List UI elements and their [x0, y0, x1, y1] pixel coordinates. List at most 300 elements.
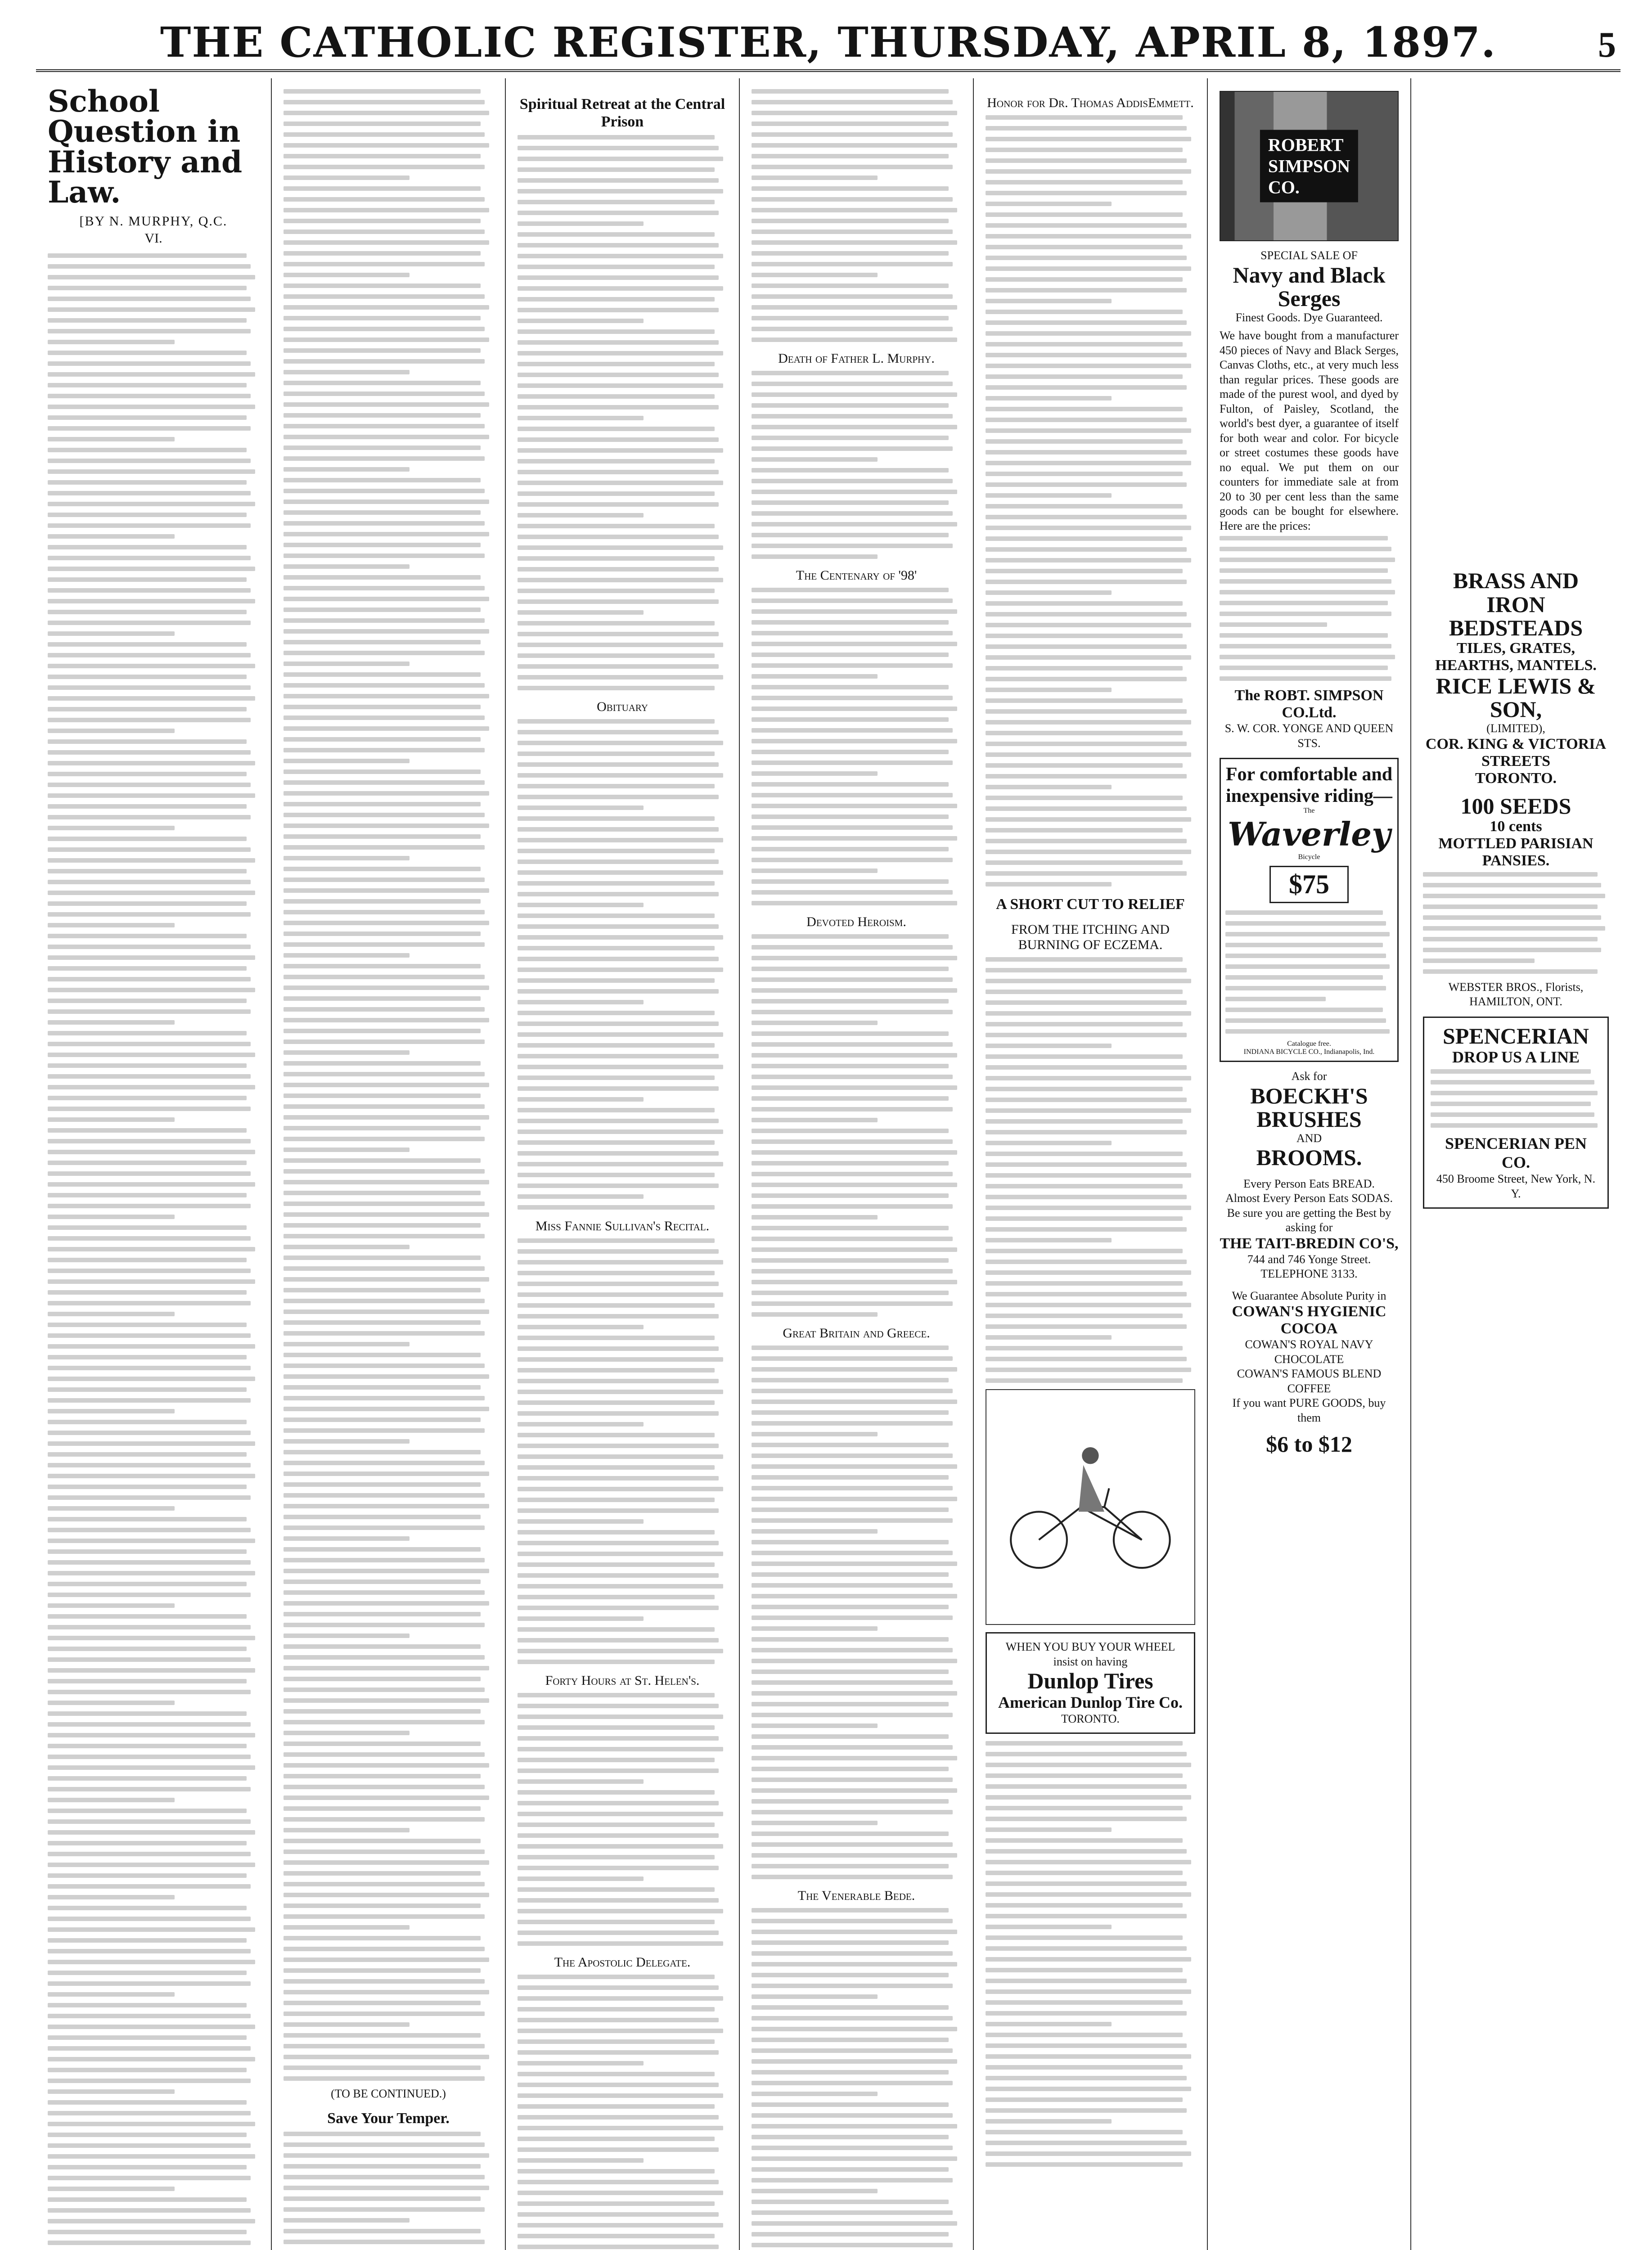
text-line [752, 1508, 949, 1512]
text-line [752, 1172, 953, 1176]
text-line [48, 869, 247, 873]
text-line [986, 850, 1191, 854]
flag-label: ROBERT SIMPSON CO. [1260, 130, 1358, 202]
text-line [752, 1875, 953, 1879]
text-line [518, 589, 715, 593]
text-line [752, 1756, 957, 1760]
text-line [752, 717, 949, 722]
text-line [48, 1809, 247, 1813]
text-line [48, 1873, 247, 1878]
text-line [284, 240, 489, 245]
text-line [284, 2022, 410, 2027]
text-line [986, 979, 1191, 983]
text-line [986, 1087, 1183, 1091]
text-line [284, 1115, 489, 1120]
text-line [284, 1731, 410, 1735]
text-line [48, 588, 251, 593]
text-line [48, 1344, 255, 1349]
text-line [518, 1768, 719, 1773]
text-line [284, 327, 485, 331]
text-line [284, 143, 489, 148]
text-line [284, 608, 481, 612]
text-line [752, 2146, 953, 2150]
rice-address: COR. KING & VICTORIA STREETS [1425, 736, 1607, 770]
text-line [48, 1549, 247, 1554]
text-line [284, 791, 489, 796]
text-line [48, 1582, 247, 1586]
spencerian-name: SPENCERIAN [1442, 1023, 1589, 1048]
text-line [752, 457, 878, 462]
text-line [284, 1504, 489, 1508]
text-line [48, 1571, 255, 1575]
text-line [986, 2033, 1183, 2037]
article-headline: Save Your Temper. [327, 2110, 450, 2127]
text-line [48, 1215, 175, 1219]
text-line [986, 1054, 1183, 1059]
text-line [284, 1688, 485, 1692]
text-line [1220, 579, 1391, 584]
article-headline: School Question in History and Law. [48, 84, 243, 210]
text-line [284, 1439, 410, 1444]
text-line [48, 513, 247, 517]
text-line [284, 921, 489, 925]
text-line [986, 871, 1187, 876]
text-line [518, 1454, 723, 1459]
text-line [986, 688, 1112, 692]
text-line [518, 1282, 719, 1286]
text-line [1225, 1008, 1383, 1012]
text-line [284, 618, 485, 623]
text-line [518, 1638, 719, 1642]
text-line [986, 288, 1187, 292]
text-line [986, 709, 1187, 714]
text-line [48, 1560, 251, 1565]
text-line [986, 1860, 1191, 1864]
text-line [48, 880, 251, 884]
boeckh-ad [1220, 1069, 1399, 1170]
text-line [284, 2218, 410, 2223]
text-line [284, 510, 481, 515]
text-line [518, 135, 715, 140]
text-line [986, 148, 1183, 152]
text-line [752, 1670, 949, 1674]
text-line [518, 1693, 715, 1697]
text-line [518, 1833, 719, 1838]
waverley-the: The [1303, 807, 1315, 814]
text-line [1225, 1029, 1390, 1034]
text-line [518, 978, 715, 983]
text-line [518, 881, 715, 886]
text-line [518, 1758, 715, 1762]
text-line [986, 2141, 1187, 2145]
text-line [284, 1655, 485, 1660]
text-line [284, 975, 485, 979]
text-line [752, 371, 949, 375]
text-line [518, 329, 715, 334]
text-line [48, 361, 251, 366]
text-line [518, 1022, 719, 1026]
text-line [752, 1551, 953, 1555]
text-line [1225, 910, 1383, 915]
text-line [752, 2059, 957, 2064]
text-line [752, 858, 953, 862]
text-line [518, 643, 723, 647]
text-line [518, 2212, 719, 2217]
text-line [284, 2012, 485, 2016]
text-line [986, 1957, 1191, 1962]
text-line [518, 2029, 723, 2033]
text-line [284, 770, 481, 774]
text-line [518, 1930, 719, 1935]
text-line [284, 1763, 489, 1768]
brass-line-4: HEARTHS, MANTELS. [1435, 657, 1597, 674]
text-line [518, 1086, 719, 1091]
text-line [986, 2108, 1187, 2113]
text-line [986, 2162, 1183, 2167]
text-line [518, 2007, 715, 2012]
serge-sale-ad [1220, 248, 1399, 751]
text-line [518, 741, 723, 745]
text-line [986, 418, 1187, 422]
text-line [518, 957, 719, 961]
text-line [986, 558, 1191, 562]
text-line [1220, 558, 1395, 562]
text-line [1220, 601, 1388, 605]
page-number: 5 [1598, 25, 1616, 65]
text-line [284, 1428, 485, 1433]
text-line [986, 353, 1187, 357]
text-line [752, 1930, 957, 1934]
simpson-flag-illustration [1220, 91, 1399, 241]
text-line [518, 1541, 719, 1545]
text-line [986, 1335, 1112, 1340]
text-line [284, 1698, 489, 1703]
text-line [48, 2197, 247, 2202]
text-line [48, 1863, 255, 1867]
column-6 [1208, 78, 1411, 2250]
text-line [518, 1801, 719, 1805]
text-line [48, 599, 255, 603]
newspaper-title: THE CATHOLIC REGISTER, THURSDAY, APRIL 8, 1897. [160, 18, 1497, 67]
text-line [986, 1076, 1191, 1080]
text-line [1423, 958, 1535, 963]
text-line [284, 899, 481, 904]
text-line [986, 1946, 1187, 1951]
text-line [518, 221, 644, 226]
text-line [48, 1657, 251, 1662]
waverley-sub: Bicycle [1298, 853, 1320, 861]
text-line [752, 2124, 957, 2128]
text-line [986, 245, 1183, 249]
text-line [48, 1474, 255, 1478]
text-line [284, 381, 481, 385]
text-line [986, 2000, 1183, 2005]
text-line [284, 132, 485, 137]
spencerian-ad [1423, 1017, 1609, 1209]
text-line [986, 1206, 1191, 1210]
text-line [986, 601, 1183, 606]
text-line [48, 2122, 255, 2126]
text-line [48, 934, 247, 938]
text-line [986, 202, 1112, 206]
text-line [518, 1573, 719, 1578]
text-line [48, 523, 251, 528]
text-line [752, 1962, 957, 1966]
text-line [48, 1420, 247, 1424]
text-line [518, 373, 719, 377]
text-line [518, 1054, 719, 1058]
text-line [986, 2119, 1112, 2124]
text-line [986, 126, 1187, 130]
text-line [752, 1518, 953, 1523]
text-line [752, 1432, 878, 1436]
text-line [48, 901, 247, 906]
text-line [752, 1659, 957, 1663]
text-line [986, 331, 1191, 336]
text-line [48, 696, 255, 701]
text-line [284, 413, 481, 418]
text-line [284, 294, 485, 299]
text-line [518, 1119, 719, 1123]
text-line [284, 2229, 481, 2233]
article-headline: Devoted Heroism. [806, 914, 906, 929]
text-line [986, 547, 1187, 552]
text-line [518, 2137, 715, 2141]
text-line [518, 1194, 644, 1199]
text-line [986, 1935, 1183, 1940]
text-line [284, 122, 481, 126]
text-line [518, 535, 719, 539]
text-line [48, 1981, 251, 1986]
text-line [48, 1452, 247, 1457]
text-line [752, 1096, 949, 1101]
text-line [518, 178, 719, 183]
text-line [284, 370, 410, 374]
text-line [752, 436, 949, 440]
text-line [48, 340, 175, 344]
text-line [752, 1346, 949, 1350]
text-line [752, 1529, 878, 1534]
text-line [284, 1904, 481, 1908]
text-line [284, 1040, 485, 1044]
brass-line-2: BEDSTEADS [1449, 615, 1583, 640]
spencerian-text [1431, 1069, 1601, 1128]
text-line [48, 1398, 251, 1403]
text-line [752, 197, 953, 202]
text-line [518, 265, 715, 269]
text-line [48, 1668, 255, 1673]
text-line [518, 1584, 723, 1588]
text-line [48, 491, 251, 495]
text-line [752, 1356, 953, 1361]
text-line [1423, 904, 1598, 909]
text-line [284, 1083, 489, 1087]
text-line [284, 1180, 489, 1184]
text-line [752, 1378, 949, 1382]
text-line [986, 342, 1183, 346]
article-headline: Honor for Dr. Thomas AddisEmmett. [987, 95, 1194, 110]
text-line [284, 2207, 485, 2212]
text-line [284, 1968, 481, 1973]
text-line [48, 1312, 175, 1316]
text-line [48, 1701, 175, 1705]
text-line [752, 176, 878, 180]
text-line [48, 567, 255, 571]
text-line [752, 1107, 953, 1112]
text-line [752, 1745, 953, 1750]
text-line [518, 459, 715, 464]
text-line [48, 1949, 251, 1953]
text-line [48, 837, 247, 841]
text-line [48, 1884, 251, 1889]
text-line [1220, 676, 1391, 681]
text-line [752, 154, 949, 158]
text-line [284, 1050, 410, 1055]
text-line [48, 1161, 247, 1165]
text-line [752, 1010, 953, 1014]
text-line [986, 828, 1183, 832]
text-line [1225, 1018, 1386, 1023]
text-line [284, 1407, 489, 1411]
text-line [518, 167, 715, 172]
cowan-sub: COWAN'S ROYAL NAVY CHOCOLATE [1245, 1338, 1373, 1366]
text-line [752, 1919, 953, 1923]
text-line [518, 653, 715, 658]
text-line [518, 2083, 719, 2087]
spencerian-co: SPENCERIAN PEN CO. [1445, 1134, 1587, 1171]
text-line [48, 2079, 251, 2083]
text-line [284, 554, 485, 558]
text-line [518, 146, 719, 150]
article-headline: Miss Fannie Sullivan's Recital. [535, 1219, 710, 1234]
text-line [752, 1258, 949, 1263]
text-line [48, 1042, 251, 1046]
text-line [986, 644, 1187, 649]
text-line [284, 716, 485, 720]
text-line [986, 1270, 1191, 1275]
text-line [752, 760, 953, 765]
text-line [986, 234, 1191, 238]
text-line [1431, 1112, 1594, 1117]
text-line [284, 1137, 485, 1141]
text-line [752, 1767, 949, 1771]
text-line [518, 730, 719, 734]
text-line [284, 1925, 410, 1930]
text-line [284, 284, 481, 288]
text-line [48, 329, 251, 333]
ad-text [986, 957, 1195, 1383]
text-line [518, 2104, 715, 2109]
sale-kicker: SPECIAL SALE OF [1260, 249, 1358, 262]
text-line [518, 243, 719, 248]
cowan-kicker: We Guarantee Absolute Purity in [1232, 1289, 1386, 1302]
text-line [284, 2044, 485, 2048]
text-line [48, 1107, 251, 1111]
simpson-address: S. W. COR. YONGE AND QUEEN STS. [1224, 722, 1394, 750]
text-line [752, 1150, 957, 1155]
seeds-text [1423, 872, 1609, 974]
text-line [284, 219, 481, 223]
text-line [284, 964, 481, 968]
text-line [518, 1422, 644, 1426]
text-line [284, 986, 489, 990]
text-line [752, 2178, 953, 2182]
text-line [752, 1540, 949, 1544]
text-line [518, 2018, 719, 2022]
text-line [284, 1461, 485, 1465]
text-line [752, 1842, 953, 1847]
text-line [1423, 883, 1601, 887]
text-line [48, 858, 255, 863]
text-line [284, 1353, 481, 1357]
text-line [284, 640, 481, 644]
text-line [752, 999, 949, 1004]
text-line [48, 1063, 247, 1068]
text-line [752, 2005, 949, 2010]
text-line [986, 1989, 1191, 1994]
text-line [986, 1303, 1191, 1307]
text-line [518, 2223, 723, 2228]
text-line [284, 1860, 489, 1865]
text-line [48, 793, 255, 798]
text-line [518, 1043, 715, 1048]
text-line [518, 1779, 644, 1784]
article-text [518, 1238, 727, 1664]
text-line [518, 1336, 715, 1340]
text-line [752, 1204, 953, 1209]
text-line [48, 1204, 251, 1208]
text-line [284, 1612, 481, 1616]
text-line [518, 1530, 715, 1534]
text-line [48, 988, 255, 992]
dunlop-name: Dunlop Tires [1027, 1668, 1153, 1694]
text-line [518, 1184, 719, 1188]
text-line [48, 2014, 251, 2018]
text-line [986, 526, 1191, 530]
text-line [284, 845, 485, 850]
bread-line-1: Every Person Eats BREAD. [1243, 1177, 1375, 1190]
text-line [284, 1979, 485, 1984]
text-line [518, 795, 719, 799]
text-line [284, 1385, 481, 1390]
text-line [284, 1536, 410, 1541]
text-line [284, 651, 485, 655]
text-line [518, 351, 723, 356]
text-line [752, 1443, 949, 1447]
dunlop-ad [986, 1632, 1195, 1734]
text-line [986, 1022, 1183, 1026]
text-line [752, 1280, 957, 1284]
text-line [48, 1755, 251, 1759]
text-line [48, 2003, 247, 2007]
sale-subtitle: Finest Goods. Dye Guaranteed. [1235, 310, 1383, 324]
text-line [284, 1374, 489, 1379]
text-line [986, 1000, 1187, 1005]
text-line [48, 534, 175, 539]
text-line [48, 2143, 251, 2148]
text-line [518, 524, 715, 528]
text-line [48, 675, 247, 679]
text-line [518, 1400, 715, 1405]
text-line [752, 588, 949, 592]
text-line [518, 189, 723, 194]
text-line [986, 1968, 1183, 1972]
webster-name: WEBSTER BROS., Florists, [1448, 980, 1584, 994]
text-line [284, 878, 485, 882]
text-line [986, 1817, 1187, 1821]
text-line [752, 1031, 949, 1036]
text-line [986, 472, 1183, 476]
